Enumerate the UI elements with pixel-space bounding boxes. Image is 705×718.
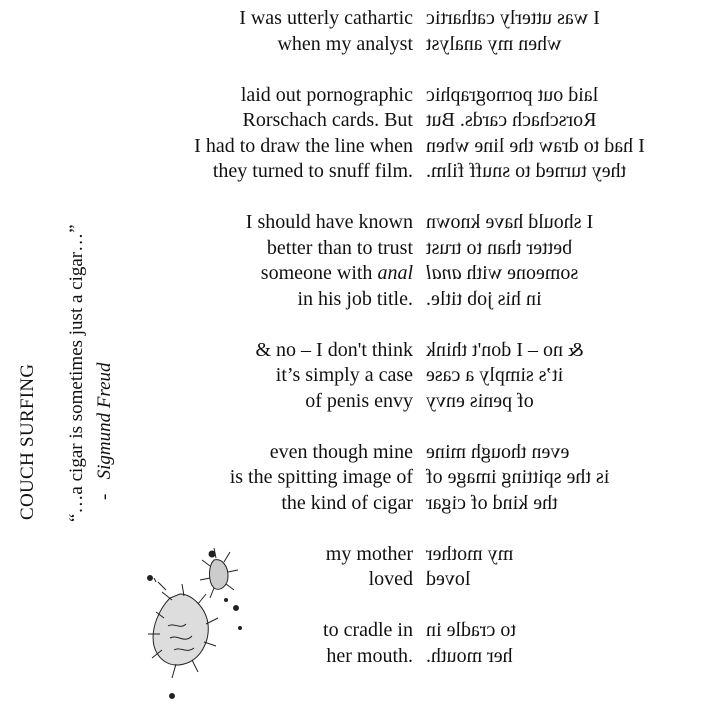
mirrored-stanza <box>426 618 645 669</box>
mirrored-poem-line: in his job title. <box>426 287 542 310</box>
mirrored-poem-line: loved <box>426 568 471 590</box>
poem-line: to cradle in <box>323 619 413 641</box>
mirrored-poem-line: when my analyst <box>426 32 562 55</box>
epigraph-quote: “…a cigar is sometimes just a cigar…” <box>66 224 87 522</box>
poem-line: someone with anal <box>260 262 413 284</box>
poem-line: even though mine <box>269 440 413 463</box>
epigraph-dash: - <box>94 493 115 500</box>
mirrored-stanza <box>426 440 645 517</box>
poem-line: it’s simply a case <box>275 364 413 386</box>
poem-title: COUCH SURFING <box>17 363 38 520</box>
mirrored-poem-line: it’s simply a case <box>426 364 564 386</box>
mirrored-stanza <box>426 6 645 57</box>
poem-line: I was utterly cathartic <box>239 7 413 29</box>
poem-line: her mouth. <box>326 644 413 667</box>
mirrored-poem-line: of penis envy <box>426 389 534 412</box>
poem-line: & no – I don't think <box>255 338 413 361</box>
mirrored-poem-line: the kind of cigar <box>426 491 558 514</box>
stanza <box>194 440 413 517</box>
poem-line: better than to trust <box>266 236 413 259</box>
poem-line: Rorschach cards. But <box>242 109 413 131</box>
mirrored-poem-line: laid out pornographic <box>426 83 599 106</box>
poem-line: of penis envy <box>305 389 413 412</box>
poem-line: when my analyst <box>277 32 413 55</box>
mirrored-poem-line: even though mine <box>426 440 570 463</box>
mirrored-poem-line: her mouth. <box>426 644 513 667</box>
mirrored-poem-line: is the spitting image of <box>426 466 610 488</box>
epigraph-attribution <box>94 362 116 500</box>
stanza <box>194 83 413 185</box>
poem-line: loved <box>368 568 413 590</box>
poem-line: in his job title. <box>297 287 413 310</box>
stanza <box>194 210 413 312</box>
poem-line: my mother <box>325 542 413 565</box>
inkblot-bug-drawing <box>140 538 250 703</box>
mirrored-poem-column <box>426 6 645 695</box>
poem-line: the kind of cigar <box>281 491 413 514</box>
mirrored-poem-line: & no – I don't think <box>426 338 584 361</box>
mirrored-stanza <box>426 210 645 312</box>
mirrored-poem-line: my mother <box>426 542 514 565</box>
mirrored-poem-line: better than to trust <box>426 236 573 259</box>
stanza <box>194 338 413 415</box>
mirrored-stanza <box>426 83 645 185</box>
mirrored-poem-line: they turned to snuff film. <box>426 160 627 182</box>
mirrored-poem-line: I should have known <box>426 211 594 233</box>
poem-line: I should have known <box>245 211 413 233</box>
poem-line: they turned to snuff film. <box>212 160 413 182</box>
mirrored-poem-line: to cradle in <box>426 619 516 641</box>
mirrored-poem-line: I was utterly cathartic <box>426 7 600 29</box>
epigraph-author: Sigmund Freud <box>94 362 115 480</box>
mirrored-stanza <box>426 338 645 415</box>
mirrored-poem-line: I had to draw the line when <box>426 134 645 157</box>
poem-line: I had to draw the line when <box>194 134 413 157</box>
mirrored-poem-line: someone with anal <box>426 262 579 284</box>
stanza <box>194 6 413 57</box>
poem-line: is the spitting image of <box>229 466 413 488</box>
mirrored-stanza <box>426 542 645 593</box>
poem-line: laid out pornographic <box>240 83 413 106</box>
mirrored-poem-line: Rorschach cards. But <box>426 109 597 131</box>
